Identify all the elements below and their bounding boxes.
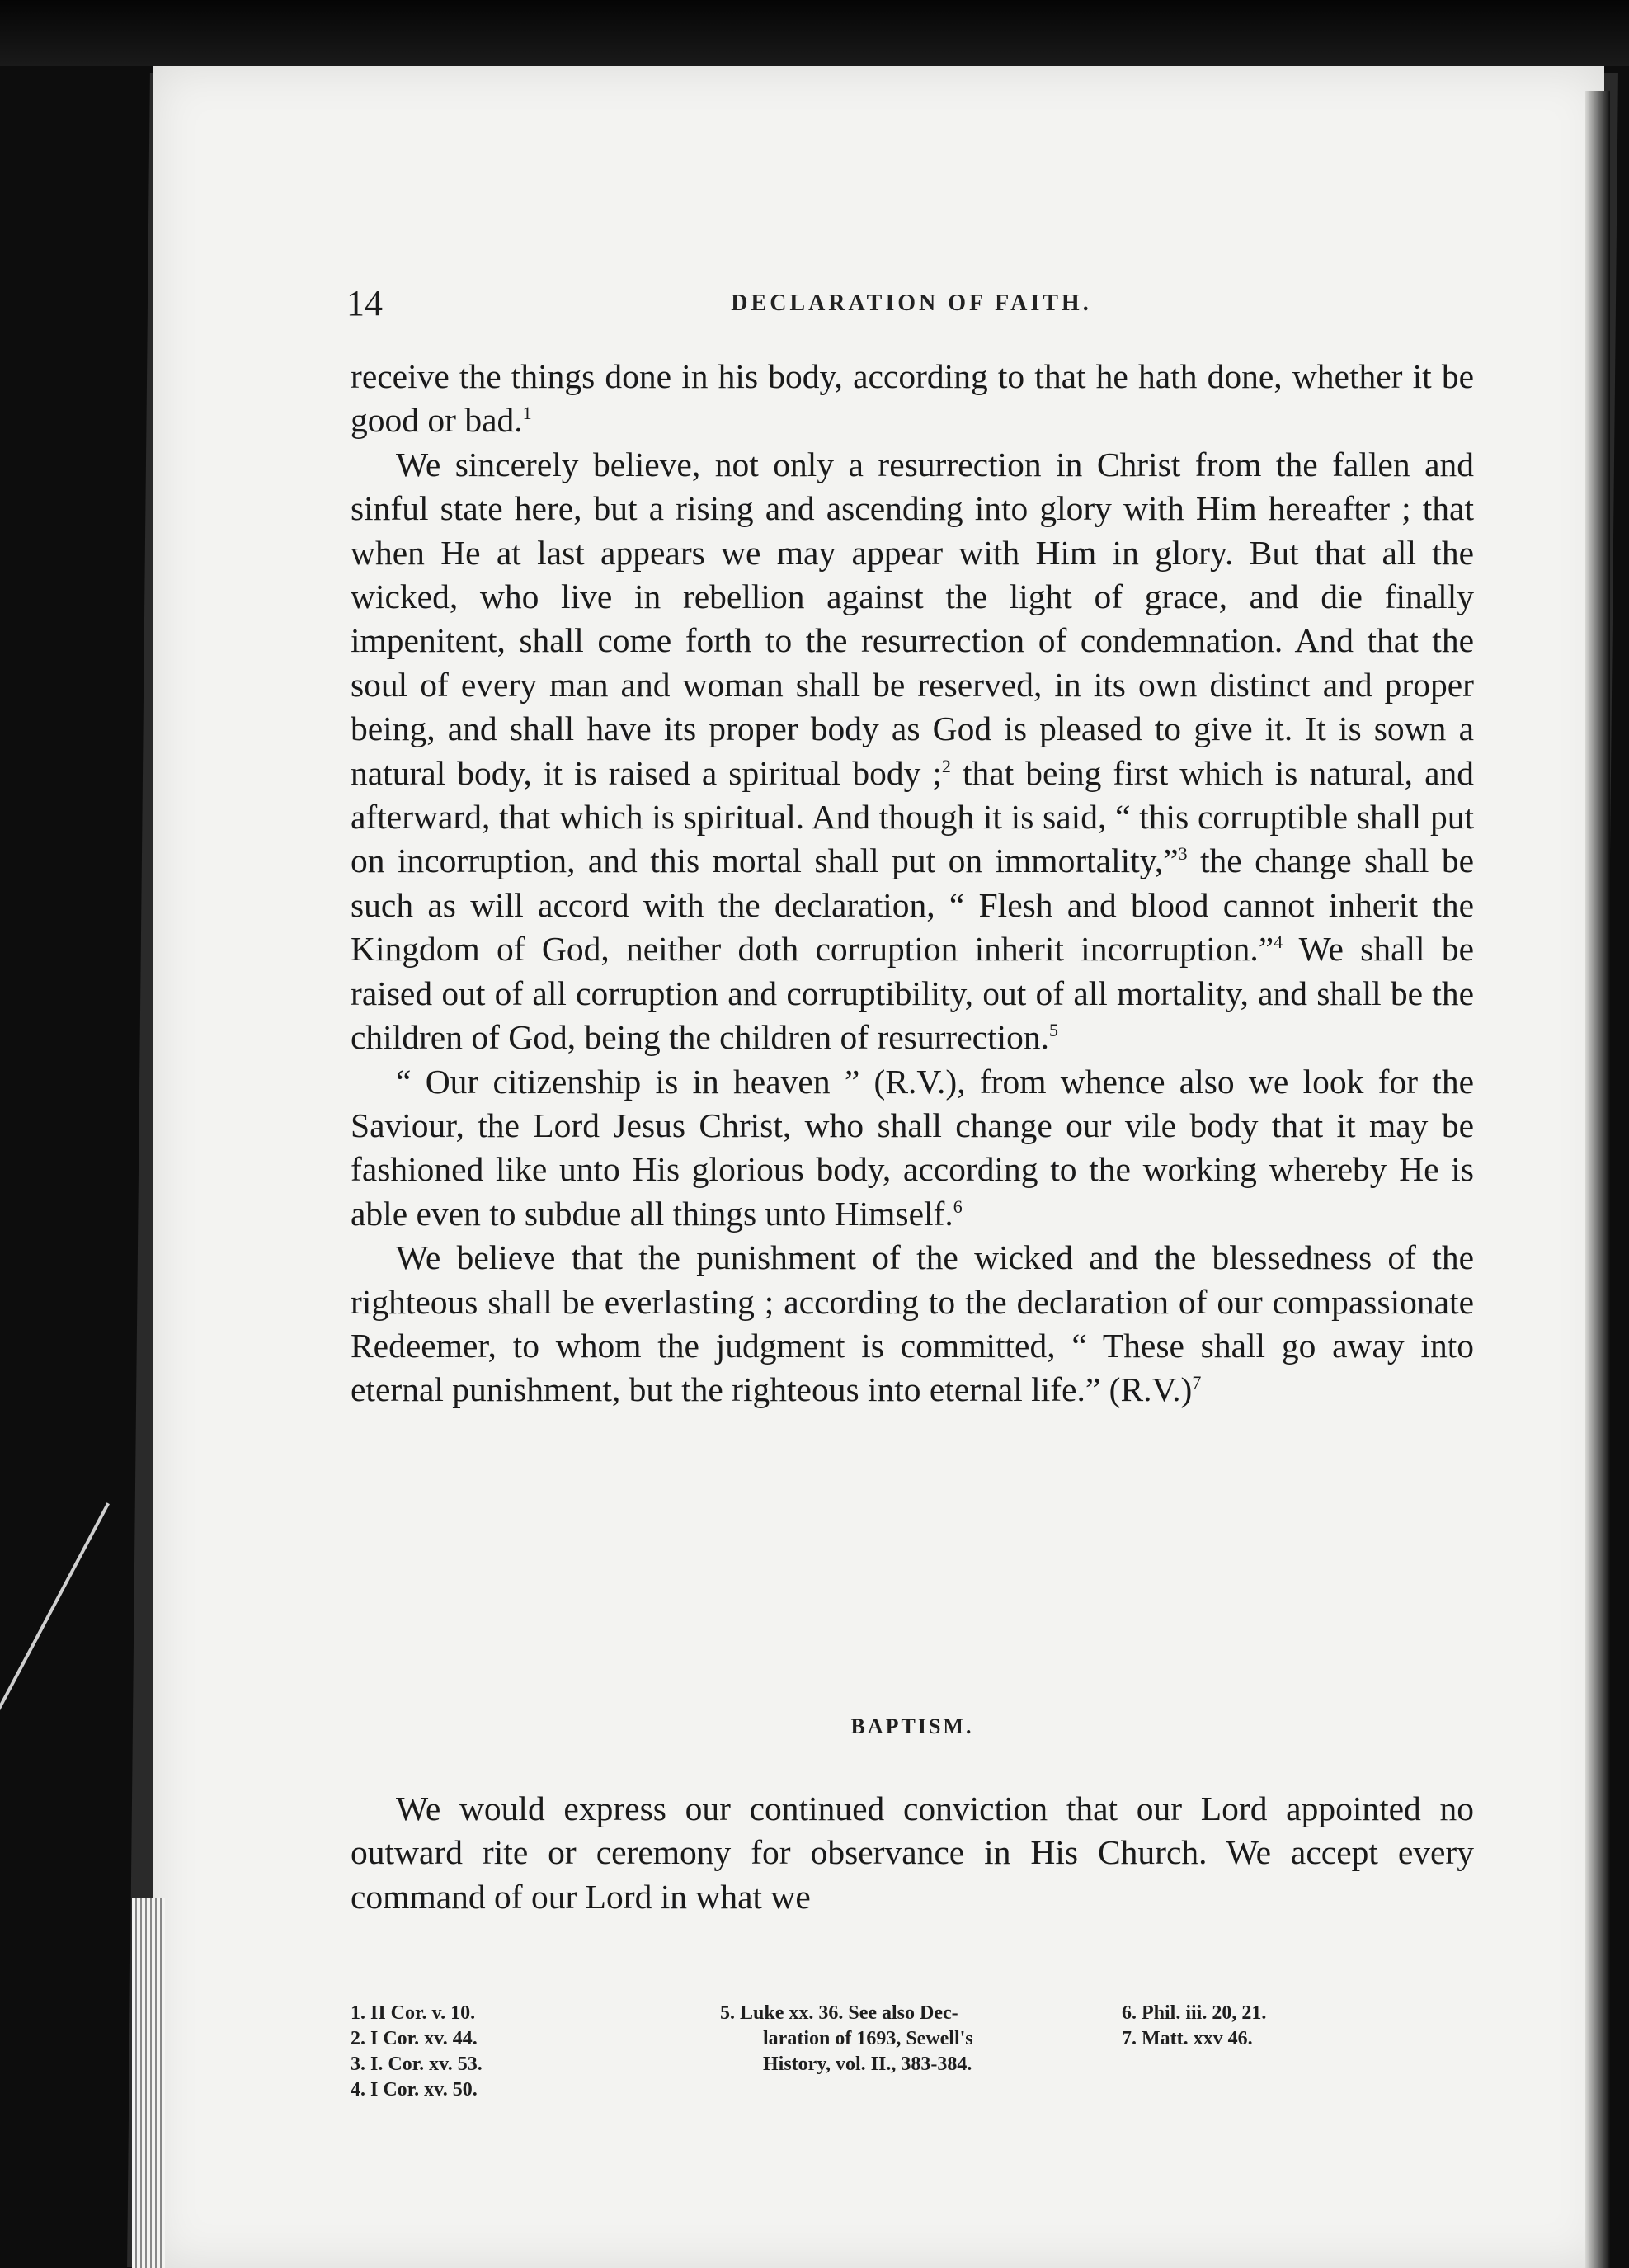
text-run: that being first which is natural, and afterward, that which is spiritual. And though it is said, “ this corruptible shall put on incorruption, and this mortal shall put on immortality,” xyxy=(351,753,1474,880)
footnote-column xyxy=(1122,2001,1452,2052)
footnote: 1. II Cor. v. 10. xyxy=(351,2002,476,2024)
text-run: We shall be raised out of all corruption and corruptibility, out of all mortality, and shall be the children of God, being the children of resurrection. xyxy=(351,930,1474,1057)
footnote: 5. Luke xx. 36. See also Dec- xyxy=(720,2002,958,2024)
paragraph xyxy=(351,1060,1474,1237)
footnote-column xyxy=(720,2001,1108,2077)
footnote-ref: 2 xyxy=(941,755,951,776)
footnote-ref: 6 xyxy=(953,1195,963,1217)
page-stack-edges xyxy=(132,1898,165,2268)
footnote-continuation: History, vol. II., 383-384. xyxy=(763,2053,972,2075)
footnote-column xyxy=(351,2001,680,2103)
footnote: 4. I Cor. xv. 50. xyxy=(351,2079,478,2101)
page-edge-right xyxy=(1585,91,1610,2268)
footnote-ref: 1 xyxy=(522,403,532,424)
paragraph xyxy=(351,355,1474,443)
text-run: “ Our citizenship is in heaven ” (R.V.), from whence also we look for the Saviour, the Lord Jesus Christ, who shall change our vile body that it may be fashioned like unto His glorious body, according to the working whereby He is able even to subdue all things unto Himself. xyxy=(351,1062,1474,1233)
text-run: We sincerely believe, not only a resurrection in Christ from the fallen and sinful state here, but a rising and ascending into glory with Him hereafter ; that when He at last appears we may appear with Him in glory. But that all the wicked, who live in rebellion against the light of grace, and die finally impenitent, shall come forth to the resurrection of condemnation. And that the soul of every man and woman shall be reserved, in its own distinct and proper being, and shall have its proper body as God is pleased to give it. It is sown a natural body, it is raised a spiritual body ; xyxy=(351,445,1474,792)
text-run: We believe that the punishment of the wicked and the blessedness of the righteous shall be everlasting ; according to the declaration of our compassionate Redeemer, to whom the judgment is committed, “ These shall go away into eternal punishment, but the righteous into eternal life.” (R.V.) xyxy=(351,1238,1474,1409)
footnote-ref: 4 xyxy=(1274,931,1283,953)
main-text xyxy=(351,355,1474,1412)
footnote: 2. I Cor. xv. 44. xyxy=(351,2028,478,2049)
text-run: the change shall be such as will accord with the declaration, “ Flesh and blood cannot inherit the Kingdom of God, neither doth corruption inherit incorruption.” xyxy=(351,842,1475,969)
footnote-ref: 5 xyxy=(1049,1020,1059,1041)
paragraph xyxy=(351,443,1474,1060)
page-header xyxy=(346,282,1476,332)
footnote: 7. Matt. xxv 46. xyxy=(1122,2028,1253,2049)
page-number: 14 xyxy=(346,283,383,323)
footnote: 6. Phil. iii. 20, 21. xyxy=(1122,2002,1267,2024)
footnote: 3. I. Cor. xv. 53. xyxy=(351,2053,483,2075)
section-text xyxy=(351,1787,1474,1919)
footnote-ref: 7 xyxy=(1192,1372,1202,1393)
footnote-ref: 3 xyxy=(1178,843,1188,865)
footnote-continuation: laration of 1693, Sewell's xyxy=(763,2028,973,2049)
section-heading: BAPTISM. xyxy=(850,1714,974,1738)
paragraph: We would express our continued conviction that our Lord appointed no outward rite or ceremony for observance in His Church. We accept every command of our Lord in what we xyxy=(351,1789,1474,1916)
running-head: DECLARATION OF FAITH. xyxy=(731,290,1092,316)
text-run: receive the things done in his body, according to that he hath done, whether it be good or bad. xyxy=(351,357,1474,440)
footnotes xyxy=(351,2001,1474,2133)
paragraph xyxy=(351,1236,1474,1412)
scan-scratch-mark xyxy=(0,1502,110,1780)
scan-border-top xyxy=(0,0,1629,66)
